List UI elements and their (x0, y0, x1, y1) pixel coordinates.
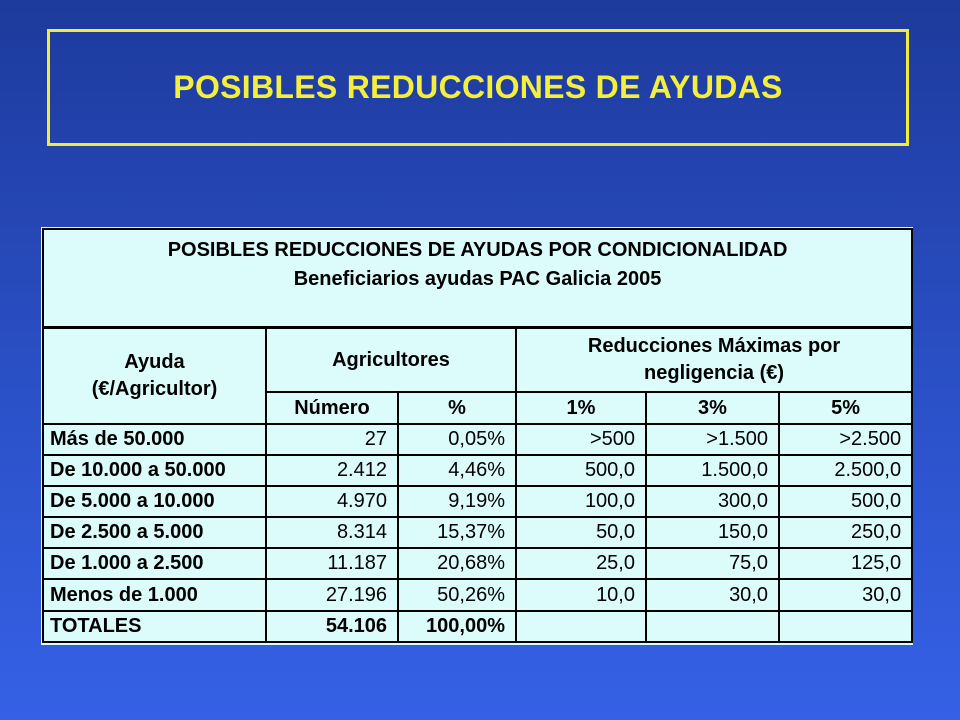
row-reduccion-3: >1.500 (646, 424, 779, 454)
totals-row (43, 611, 912, 642)
agricultores-header: Agricultores (266, 328, 516, 392)
row-reduccion-5: 125,0 (779, 548, 912, 579)
totals-porcentaje: 100,00% (398, 611, 516, 642)
row-reduccion-3: 30,0 (646, 579, 779, 610)
ayuda-header-line-1: Ayuda (124, 351, 185, 374)
caption-line-1: POSIBLES REDUCCIONES DE AYUDAS POR CONDICIONALIDAD (167, 239, 788, 261)
row-numero: 27 (266, 424, 398, 454)
row-label: De 2.500 a 5.000 (43, 517, 266, 548)
table-row (43, 579, 912, 610)
row-reduccion-3: 1.500,0 (646, 455, 779, 486)
row-porcentaje: 9,19% (398, 486, 516, 517)
table-row (43, 486, 912, 517)
row-label: De 5.000 a 10.000 (43, 486, 266, 517)
porcentaje-header: % (398, 392, 516, 424)
header-row-1 (43, 328, 912, 392)
row-label: De 10.000 a 50.000 (43, 455, 266, 486)
row-reduccion-1: 500,0 (516, 455, 646, 486)
table-row (43, 424, 912, 454)
reduccion-3-header: 3% (646, 392, 779, 424)
row-reduccion-1: 50,0 (516, 517, 646, 548)
row-porcentaje: 20,68% (398, 548, 516, 579)
caption-row (43, 229, 912, 328)
totals-empty-3 (646, 611, 779, 642)
row-porcentaje: 50,26% (398, 579, 516, 610)
row-reduccion-1: >500 (516, 424, 646, 454)
row-label: De 1.000 a 2.500 (43, 548, 266, 579)
totals-label: TOTALES (43, 611, 266, 642)
totals-empty-1 (516, 611, 646, 642)
table-row (43, 455, 912, 486)
table-caption (43, 229, 912, 328)
table-row (43, 548, 912, 579)
row-numero: 4.970 (266, 486, 398, 517)
row-porcentaje: 4,46% (398, 455, 516, 486)
caption-line-2: Beneficiarios ayudas PAC Galicia 2005 (293, 268, 662, 290)
row-reduccion-5: 250,0 (779, 517, 912, 548)
reducciones-header (516, 328, 912, 392)
reducciones-header-line-2: negligencia (€) (644, 362, 785, 385)
row-reduccion-1: 100,0 (516, 486, 646, 517)
row-reduccion-5: 30,0 (779, 579, 912, 610)
row-reduccion-5: 2.500,0 (779, 455, 912, 486)
row-label: Más de 50.000 (43, 424, 266, 454)
row-reduccion-5: 500,0 (779, 486, 912, 517)
ayuda-header (43, 328, 266, 425)
row-reduccion-1: 25,0 (516, 548, 646, 579)
totals-numero: 54.106 (266, 611, 398, 642)
reducciones-header-line-1: Reducciones Máximas por (587, 335, 841, 358)
reduccion-5-header: 5% (779, 392, 912, 424)
row-numero: 8.314 (266, 517, 398, 548)
ayuda-header-line-2: (€/Agricultor) (91, 378, 218, 401)
row-porcentaje: 15,37% (398, 517, 516, 548)
row-numero: 27.196 (266, 579, 398, 610)
numero-header: Número (266, 392, 398, 424)
reduccion-1-header: 1% (516, 392, 646, 424)
reductions-table (42, 228, 913, 643)
table-row (43, 517, 912, 548)
row-numero: 2.412 (266, 455, 398, 486)
row-porcentaje: 0,05% (398, 424, 516, 454)
totals-empty-5 (779, 611, 912, 642)
slide-title: POSIBLES REDUCCIONES DE AYUDAS (173, 69, 783, 105)
row-reduccion-5: >2.500 (779, 424, 912, 454)
row-label: Menos de 1.000 (43, 579, 266, 610)
row-reduccion-3: 75,0 (646, 548, 779, 579)
row-reduccion-3: 150,0 (646, 517, 779, 548)
row-numero: 11.187 (266, 548, 398, 579)
slide-title-box (47, 29, 909, 146)
row-reduccion-1: 10,0 (516, 579, 646, 610)
row-reduccion-3: 300,0 (646, 486, 779, 517)
